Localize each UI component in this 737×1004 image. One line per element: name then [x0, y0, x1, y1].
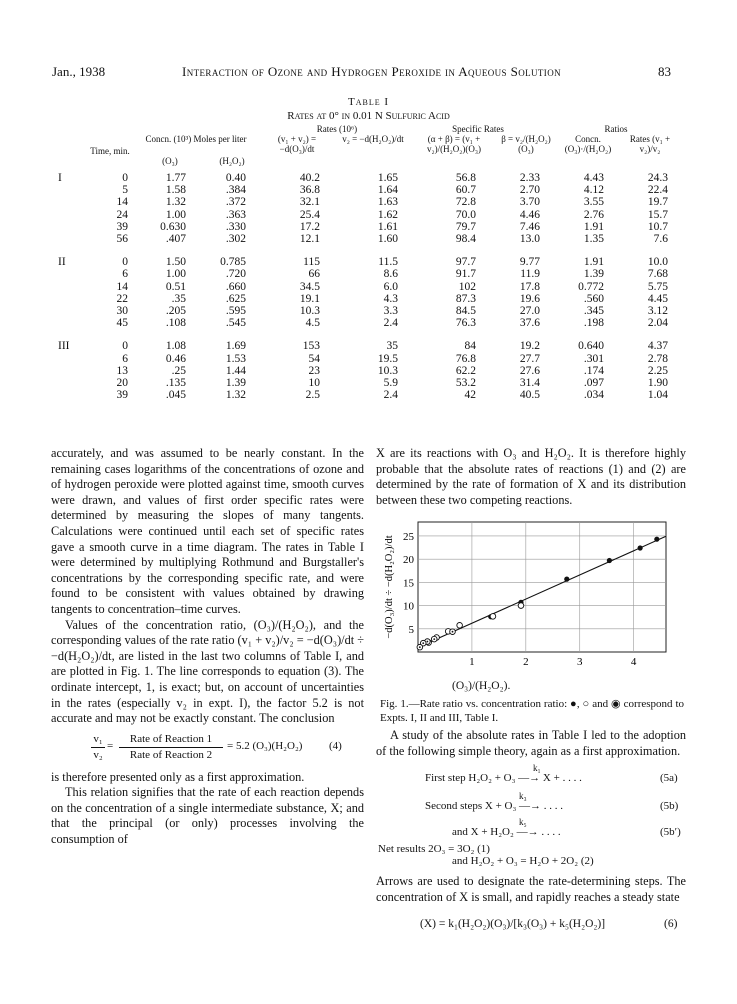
table-cell: 62.2 — [455, 364, 476, 377]
table-cell: 39 — [116, 389, 128, 402]
table-cell: 0.785 — [220, 256, 246, 269]
table-group-label: I — [58, 172, 62, 184]
table-group-ratios: Ratios — [604, 124, 628, 134]
table-cell: 19.7 — [647, 196, 668, 209]
table-group-rates: Rates (10⁶) — [316, 124, 358, 134]
table-cell: 102 — [458, 280, 476, 293]
table-cell: 0 — [122, 172, 128, 184]
table-cell: 27.6 — [519, 364, 540, 377]
right-paragraph-1: X are its reactions with O₃ and H₂O₂. It is therefore highly probable that the absolute rates of reactions (1) and (2) are determined by the rate of formation of X and its distribution between these two competing reactions. — [376, 446, 686, 507]
table-cell: 1.39 — [225, 377, 246, 389]
th-time: Time, min. — [90, 146, 130, 156]
table-cell: 4.43 — [583, 172, 604, 184]
table-cell: 1.58 — [165, 184, 186, 197]
right-paragraph-2: A study of the absolute rates in Table I led to the adoption of the following simple theory, again as a first approximation. — [376, 728, 686, 758]
table-cell: 19.1 — [299, 292, 320, 305]
data-point-expt-II — [490, 614, 496, 620]
table-cell: 5.9 — [383, 377, 398, 389]
table-cell: 1.61 — [377, 220, 398, 233]
table-cell: .034 — [583, 389, 604, 402]
left-paragraph-1: accurately, and was assumed to be nearly constant. In the remaining cases logarithms of the concentrations of ozone and of hydrogen peroxide were plotted against time, smooth curves were drawn, and values of first order specific rates were determined by measuring the slopes of many tangents. Calculations were continued until each set of specific rates gave a smooth curve in a time diagram. The rates in Table I were determined by multiplying Rothmund and Burgstaller's concentrations by the corresponding specific rate, and were found to be consistent with values obtained by drawing tangents to concentration–time curves. — [51, 446, 364, 616]
x-tick-label: 3 — [576, 656, 583, 668]
table-cell: 6.0 — [383, 280, 398, 293]
running-header-title: Interaction of Ozone and Hydrogen Peroxide in Aqueous Solution — [182, 64, 562, 79]
table-cell: 10.3 — [299, 305, 320, 317]
data-point-expt-III-dot — [422, 642, 424, 644]
th-spec2: β = v₂/(H₂O₂)(O₃) — [501, 134, 551, 154]
table-cell: 84.5 — [455, 305, 476, 317]
data-point-expt-I — [638, 545, 643, 550]
equation-6: (X) = k₁(H₂O₂)(O₃)/[k₃(O₃) + k₅(H₂O₂)] — [420, 918, 606, 930]
left-column — [51, 446, 364, 848]
table-cell: 13.0 — [519, 233, 540, 245]
y-tick-label: 25 — [403, 530, 414, 543]
fig-xlabel: (O₃)/(H₂O₂). — [452, 680, 511, 692]
table-cell: .174 — [583, 364, 604, 377]
table-cell: 15.7 — [647, 208, 668, 221]
eq4-num: Rate of Reaction 1 — [119, 732, 223, 749]
table-cell: 91.7 — [455, 268, 476, 281]
table-cell: 3.12 — [647, 305, 668, 317]
figure-1-chart — [376, 514, 676, 680]
table-cell: 0.772 — [578, 280, 604, 293]
table-cell: 7.68 — [647, 268, 668, 281]
table-cell: .301 — [583, 352, 604, 365]
table-cell: 32.1 — [299, 196, 320, 209]
table-cell: 45 — [116, 317, 128, 330]
table-cell: 7.6 — [653, 233, 668, 245]
table-cell: 10.7 — [647, 220, 668, 233]
table-cell: 5 — [122, 184, 128, 197]
table-cell: 13 — [116, 364, 128, 377]
net-result-1: Net results 2O₃ = 3O₂ (1) — [378, 843, 490, 855]
table-cell: 14 — [116, 196, 128, 209]
table-cell: 40.2 — [299, 172, 320, 184]
table-cell: 2.70 — [519, 184, 540, 197]
data-point-expt-I — [654, 537, 659, 542]
table-cell: 84 — [464, 340, 476, 353]
y-tick-label: 10 — [403, 600, 414, 613]
table-cell: .35 — [171, 292, 186, 305]
table-cell: 12.1 — [299, 233, 320, 245]
table-cell: 14 — [116, 280, 128, 293]
table-cell: 1.91 — [583, 256, 604, 269]
table-cell: .205 — [165, 305, 186, 317]
table-cell: 1.62 — [377, 208, 398, 221]
table-cell: 42 — [464, 389, 476, 402]
table-cell: 4.45 — [647, 292, 668, 305]
table-cell: .135 — [165, 377, 186, 389]
table-cell: .345 — [583, 305, 604, 317]
th-h2o2: (H₂O₂) — [219, 156, 245, 166]
table-cell: .330 — [225, 220, 246, 233]
table-cell: 3.55 — [583, 196, 604, 209]
table-cell: 1.90 — [647, 377, 668, 389]
table-cell: 4.12 — [583, 184, 604, 197]
table-cell: 0.640 — [578, 340, 604, 353]
table-group-specific: Specific Rates — [452, 124, 504, 134]
table-cell: .363 — [225, 208, 246, 221]
table-cell: 1.50 — [165, 256, 186, 269]
left-paragraph-3: is therefore presented only as a first approximation. — [51, 769, 305, 784]
th-ratio1: Concn. (O₃)·/(H₂O₂) — [564, 134, 612, 154]
table-cell: 70.0 — [455, 208, 476, 221]
table-cell: 1.04 — [647, 389, 668, 402]
table-group-label: II — [58, 256, 66, 269]
table-cell: .545 — [225, 317, 246, 330]
table-cell: 31.4 — [519, 377, 540, 389]
table-cell: .595 — [225, 305, 246, 317]
table-cell: 1.44 — [225, 364, 246, 377]
table-cell: 98.4 — [455, 233, 476, 245]
table-cell: 7.46 — [519, 220, 540, 233]
table-cell: 56.8 — [455, 172, 476, 184]
table-cell: .625 — [225, 292, 246, 305]
table-cell: 56 — [116, 233, 128, 245]
data-point-expt-III-dot — [426, 641, 428, 643]
table-cell: 1.32 — [225, 389, 246, 402]
table-cell: 0.630 — [160, 220, 186, 233]
table-cell: 0 — [122, 256, 128, 269]
table-cell: 9.77 — [519, 256, 540, 269]
table-cell: 35 — [386, 340, 398, 353]
table-cell: 11.5 — [378, 256, 398, 269]
table-cell: 23 — [308, 364, 320, 377]
table-cell: 10.0 — [647, 256, 668, 269]
table-cell: 53.2 — [455, 377, 476, 389]
data-point-expt-II — [518, 603, 524, 609]
table-cell: 1.65 — [377, 172, 398, 184]
table-cell: 19.5 — [377, 352, 398, 365]
table-cell: 1.64 — [377, 184, 398, 197]
equation-4: $\frac{\text{v₁}}{\text{v₂}}$ = Rate of Reaction 1 Rate of Reaction 2 = 5.2 (O₃)(H₂O₂) (4) — [51, 732, 364, 766]
table-cell: 2.76 — [583, 208, 604, 221]
table-cell: 0.51 — [165, 280, 186, 293]
eq4-rhs: = 5.2 (O₃)(H₂O₂) — [227, 739, 303, 752]
table-cell: 3.3 — [383, 305, 398, 317]
eq6-number: (6) — [664, 918, 678, 930]
table-cell: 2.5 — [305, 389, 320, 402]
data-point-expt-II — [457, 623, 463, 629]
eq4-den: Rate of Reaction 2 — [129, 749, 213, 762]
table-cell: 72.8 — [455, 196, 476, 209]
table-cell: 2.78 — [647, 352, 668, 365]
table-cell: 34.5 — [299, 280, 320, 293]
table-cell: .302 — [225, 233, 246, 245]
eq5b-prime-number: (5b′) — [660, 826, 681, 838]
table-cell: 8.6 — [383, 268, 398, 281]
eq5a-number: (5a) — [660, 772, 678, 784]
table-cell: 37.6 — [519, 317, 540, 330]
table-cell: 153 — [302, 340, 320, 353]
eq5b-k: k₃ — [519, 791, 527, 801]
y-tick-label: 20 — [403, 554, 414, 567]
table-cell: 0 — [122, 340, 128, 353]
th-ratio2: Rates (v₁ + v₂)/v₂ — [629, 134, 671, 154]
table-cell: 11.9 — [520, 268, 540, 281]
table-cell: 1.53 — [225, 352, 246, 365]
table-cell: .108 — [165, 317, 186, 330]
table-cell: 5.75 — [647, 280, 668, 293]
table-cell: 0.46 — [165, 352, 186, 365]
table-cell: .097 — [583, 377, 604, 389]
table-cell: 79.7 — [455, 220, 476, 233]
page-number: 83 — [658, 64, 671, 79]
th-rate2: v₂ = −d(H₂O₂)/dt — [342, 134, 404, 144]
table-cell: 97.7 — [455, 256, 476, 269]
table-cell: 6 — [122, 268, 128, 281]
table-cell: 60.7 — [455, 184, 476, 197]
eq4-lhs-num: v₁ — [91, 732, 105, 749]
figure-caption: Fig. 1.—Rate ratio vs. concentration ratio: ●, ○ and ◉ correspond to Expts. I, II and III, Table I. — [380, 698, 684, 724]
th-spec1: (α + β) = (v₁ + v₂)/(H₂O₂)(O₃) — [426, 134, 482, 154]
table-cell: 2.33 — [519, 172, 540, 184]
table-cell: 19.2 — [519, 340, 540, 353]
table-cell: .372 — [225, 196, 246, 209]
table-cell: 1.08 — [165, 340, 186, 353]
table-cell: 24.3 — [647, 172, 668, 184]
table-cell: .384 — [225, 184, 246, 197]
right-paragraph-3: Arrows are used to designate the rate-determining steps. The concentration of X is small, and rapidly reaches a steady state — [376, 874, 686, 904]
table-body — [0, 168, 737, 438]
table-cell: 25.4 — [299, 208, 320, 221]
table-cell: .198 — [583, 317, 604, 330]
table-cell: 54 — [308, 352, 320, 365]
table-cell: 76.8 — [455, 352, 476, 365]
x-tick-label: 4 — [630, 656, 637, 668]
table-cell: 36.8 — [299, 184, 320, 197]
table-cell: 76.3 — [455, 317, 476, 330]
table-cell: 1.91 — [583, 220, 604, 233]
table-cell: 1.00 — [165, 268, 186, 281]
table-cell: 24 — [116, 208, 128, 221]
table-cell: .560 — [583, 292, 604, 305]
x-tick-label: 1 — [469, 656, 475, 668]
table-cell: 2.4 — [383, 389, 398, 402]
table-cell: 6 — [122, 352, 128, 365]
table-cell: 1.39 — [583, 268, 604, 281]
eq4-number: (4) — [329, 739, 342, 752]
table-cell: 1.00 — [165, 208, 186, 221]
table-cell: 1.60 — [377, 233, 398, 245]
table-cell: 66 — [308, 268, 320, 281]
table-cell: 17.2 — [299, 220, 320, 233]
th-concn: Concn. (10³) Moles per liter — [145, 134, 247, 144]
data-point-expt-III-dot — [452, 631, 454, 633]
table-cell: .720 — [225, 268, 246, 281]
table-cell: 30 — [116, 305, 128, 317]
data-point-expt-I — [564, 577, 569, 582]
table-cell: 22 — [116, 292, 128, 305]
data-point-expt-III-dot — [419, 646, 421, 648]
table-cell: 4.37 — [647, 340, 668, 353]
table-cell: .045 — [165, 389, 186, 402]
table-cell: 1.69 — [225, 340, 246, 353]
table-cell: 20 — [116, 377, 128, 389]
table-cell: 19.6 — [519, 292, 540, 305]
table-cell: .25 — [171, 364, 186, 377]
table-cell: 22.4 — [647, 184, 668, 197]
eq5b: Second steps X + O₃ —→ . . . . — [425, 800, 564, 812]
eq5b-prime: and X + H₂O₂ —→ . . . . — [452, 826, 561, 838]
table-cell: 27.0 — [519, 305, 540, 317]
table-cell: 39 — [116, 220, 128, 233]
left-paragraph-2: Values of the concentration ratio, (O₃)/(H₂O₂), and the corresponding values of the rate ratio (v₁ + v₂)/v₂ = −d(O₃)/dt ÷ −d(H₂O₂)/dt, are listed in the last two columns of Table I, and are plotted in Fig. 1. The line corresponds to equation (3). The ordinate intercept, 1, is exact; but, on account of uncertainties in the rates (especially v₂ in expt. I), the factor 5.2 is not accurate and may not be exactly constant. The conclusion — [51, 617, 364, 726]
data-point-expt-I — [607, 558, 612, 563]
eq4-lhs-den: v₂ — [93, 749, 103, 762]
table-cell: 2.25 — [647, 364, 668, 377]
table-subtitle: Rates at 0° in 0.01 N Sulfuric Acid — [287, 110, 450, 122]
y-axis-label: −d(O₃)/dt ÷ −d(H₂O₂)/dt — [384, 535, 395, 639]
table-cell: 2.4 — [383, 317, 398, 330]
table-cell: 4.46 — [519, 208, 540, 221]
table-cell: 4.3 — [383, 292, 398, 305]
table-cell: 17.8 — [519, 280, 540, 293]
left-paragraph-4: This relation signifies that the rate of each reaction depends on the concentration of a single intermediate substance, X; and that the principal (or only) processes involving the consumption of — [51, 785, 364, 847]
th-o3: (O₃) — [162, 156, 178, 166]
table-cell: 1.77 — [165, 172, 186, 184]
data-point-expt-III-dot — [433, 638, 435, 640]
table-cell: .660 — [225, 280, 246, 293]
table-cell: 115 — [303, 256, 320, 269]
table-cell: 4.5 — [305, 317, 320, 330]
table-cell: 2.04 — [647, 317, 668, 330]
table-cell: 1.32 — [165, 196, 186, 209]
y-tick-label: 5 — [408, 623, 414, 636]
table-title: Table I — [347, 96, 390, 108]
table-cell: .407 — [165, 233, 186, 245]
table-cell: 10.3 — [377, 364, 398, 377]
table-group-label: III — [58, 340, 70, 353]
table-cell: 27.7 — [519, 352, 540, 365]
eq5a: First step H₂O₂ + O₃ —→ X + . . . . — [425, 772, 582, 784]
y-tick-label: 15 — [403, 577, 414, 590]
eq5b-prime-k: k₅ — [519, 817, 527, 827]
table-cell: 1.63 — [377, 196, 398, 209]
table-cell: 40.5 — [519, 389, 540, 402]
table-cell: 10 — [308, 377, 320, 389]
running-header-date: Jan., 1938 — [52, 64, 106, 79]
table-cell: 87.3 — [455, 292, 476, 305]
net-result-2: and H₂O₂ + O₃ = H₂O + 2O₂ (2) — [452, 855, 594, 867]
th-rate1: (v₁ + v₂) = −d(O₃)/dt — [277, 134, 317, 154]
eq5b-number: (5b) — [660, 800, 679, 812]
table-cell: 0.40 — [225, 172, 246, 184]
table-cell: 1.35 — [583, 233, 604, 245]
eq5a-k: k₁ — [533, 763, 541, 773]
x-tick-label: 2 — [523, 656, 529, 668]
table-cell: 3.70 — [519, 196, 540, 209]
